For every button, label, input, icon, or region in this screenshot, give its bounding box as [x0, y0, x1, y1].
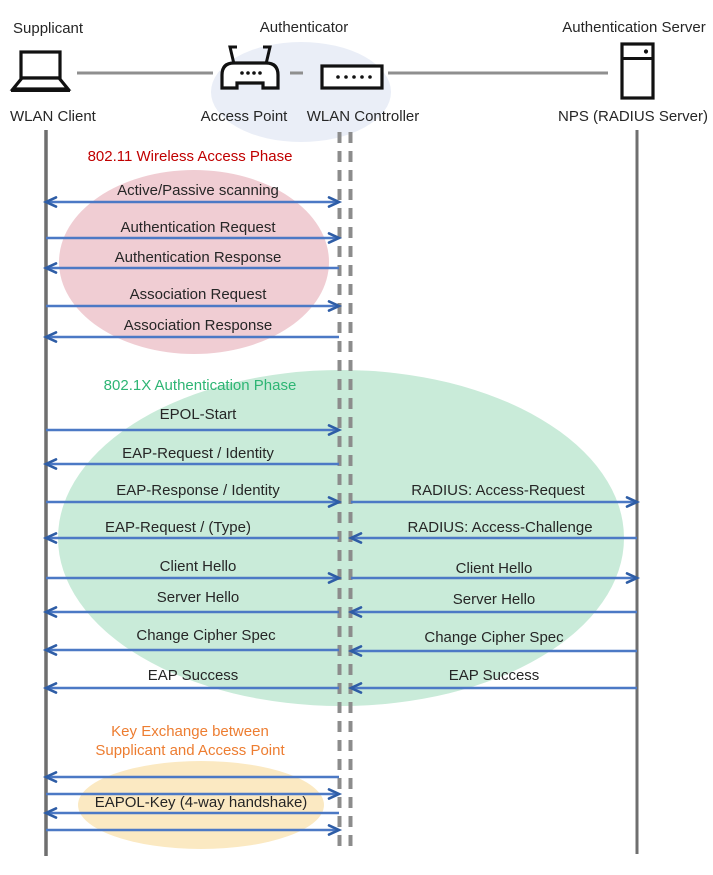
message-label: EAP Success — [147, 667, 239, 684]
role-label-supplicant: Supplicant — [13, 20, 84, 37]
message-label: EAPOL-Key (4-way handshake) — [94, 794, 308, 811]
laptop-icon — [11, 52, 70, 91]
message-label: EAP-Request / (Type) — [105, 519, 251, 536]
message-label: Active/Passive scanning — [117, 182, 279, 199]
phase-ellipse-key-exchange — [78, 761, 324, 849]
device-label-wlan-client: WLAN Client — [10, 108, 96, 125]
role-label-authentication-server: Authentication Server — [562, 19, 706, 36]
message-label: Client Hello — [159, 558, 237, 575]
authenticator-group-ellipse — [211, 42, 391, 142]
message-label: Client Hello — [455, 560, 533, 577]
message-label: Authentication Request — [120, 219, 276, 236]
message-label: Server Hello — [452, 591, 536, 608]
message-label: Association Response — [123, 317, 273, 334]
device-label-nps: NPS (RADIUS Server) — [557, 108, 709, 125]
message-label: Change Cipher Spec — [136, 627, 276, 644]
server-icon — [622, 44, 653, 98]
message-label: Server Hello — [156, 589, 240, 606]
role-label-authenticator: Authenticator — [259, 19, 349, 36]
message-label: Authentication Response — [114, 249, 282, 266]
message-label: RADIUS: Access-Request — [411, 482, 585, 499]
message-label: EAP-Request / Identity — [122, 445, 274, 462]
message-label: EPOL-Start — [159, 406, 237, 423]
message-label: Association Request — [129, 286, 267, 303]
message-label: RADIUS: Access-Challenge — [407, 519, 593, 536]
phase-title-line: 802.11 Wireless Access Phase — [87, 148, 293, 165]
phase-title-line: Key Exchange between — [111, 723, 269, 740]
message-label: EAP Success — [448, 667, 540, 684]
device-label-access-point: Access Point — [200, 108, 288, 125]
wlan-controller-icon — [322, 66, 382, 88]
phase-title-line: Supplicant and Access Point — [95, 742, 285, 759]
phase-title-line: 802.1X Authentication Phase — [103, 377, 297, 394]
message-label: EAP-Response / Identity — [116, 482, 280, 499]
message-label: Change Cipher Spec — [424, 629, 564, 646]
phase-ellipse-80211-wireless-access — [59, 170, 329, 354]
device-label-wlan-controller: WLAN Controller — [306, 108, 420, 125]
